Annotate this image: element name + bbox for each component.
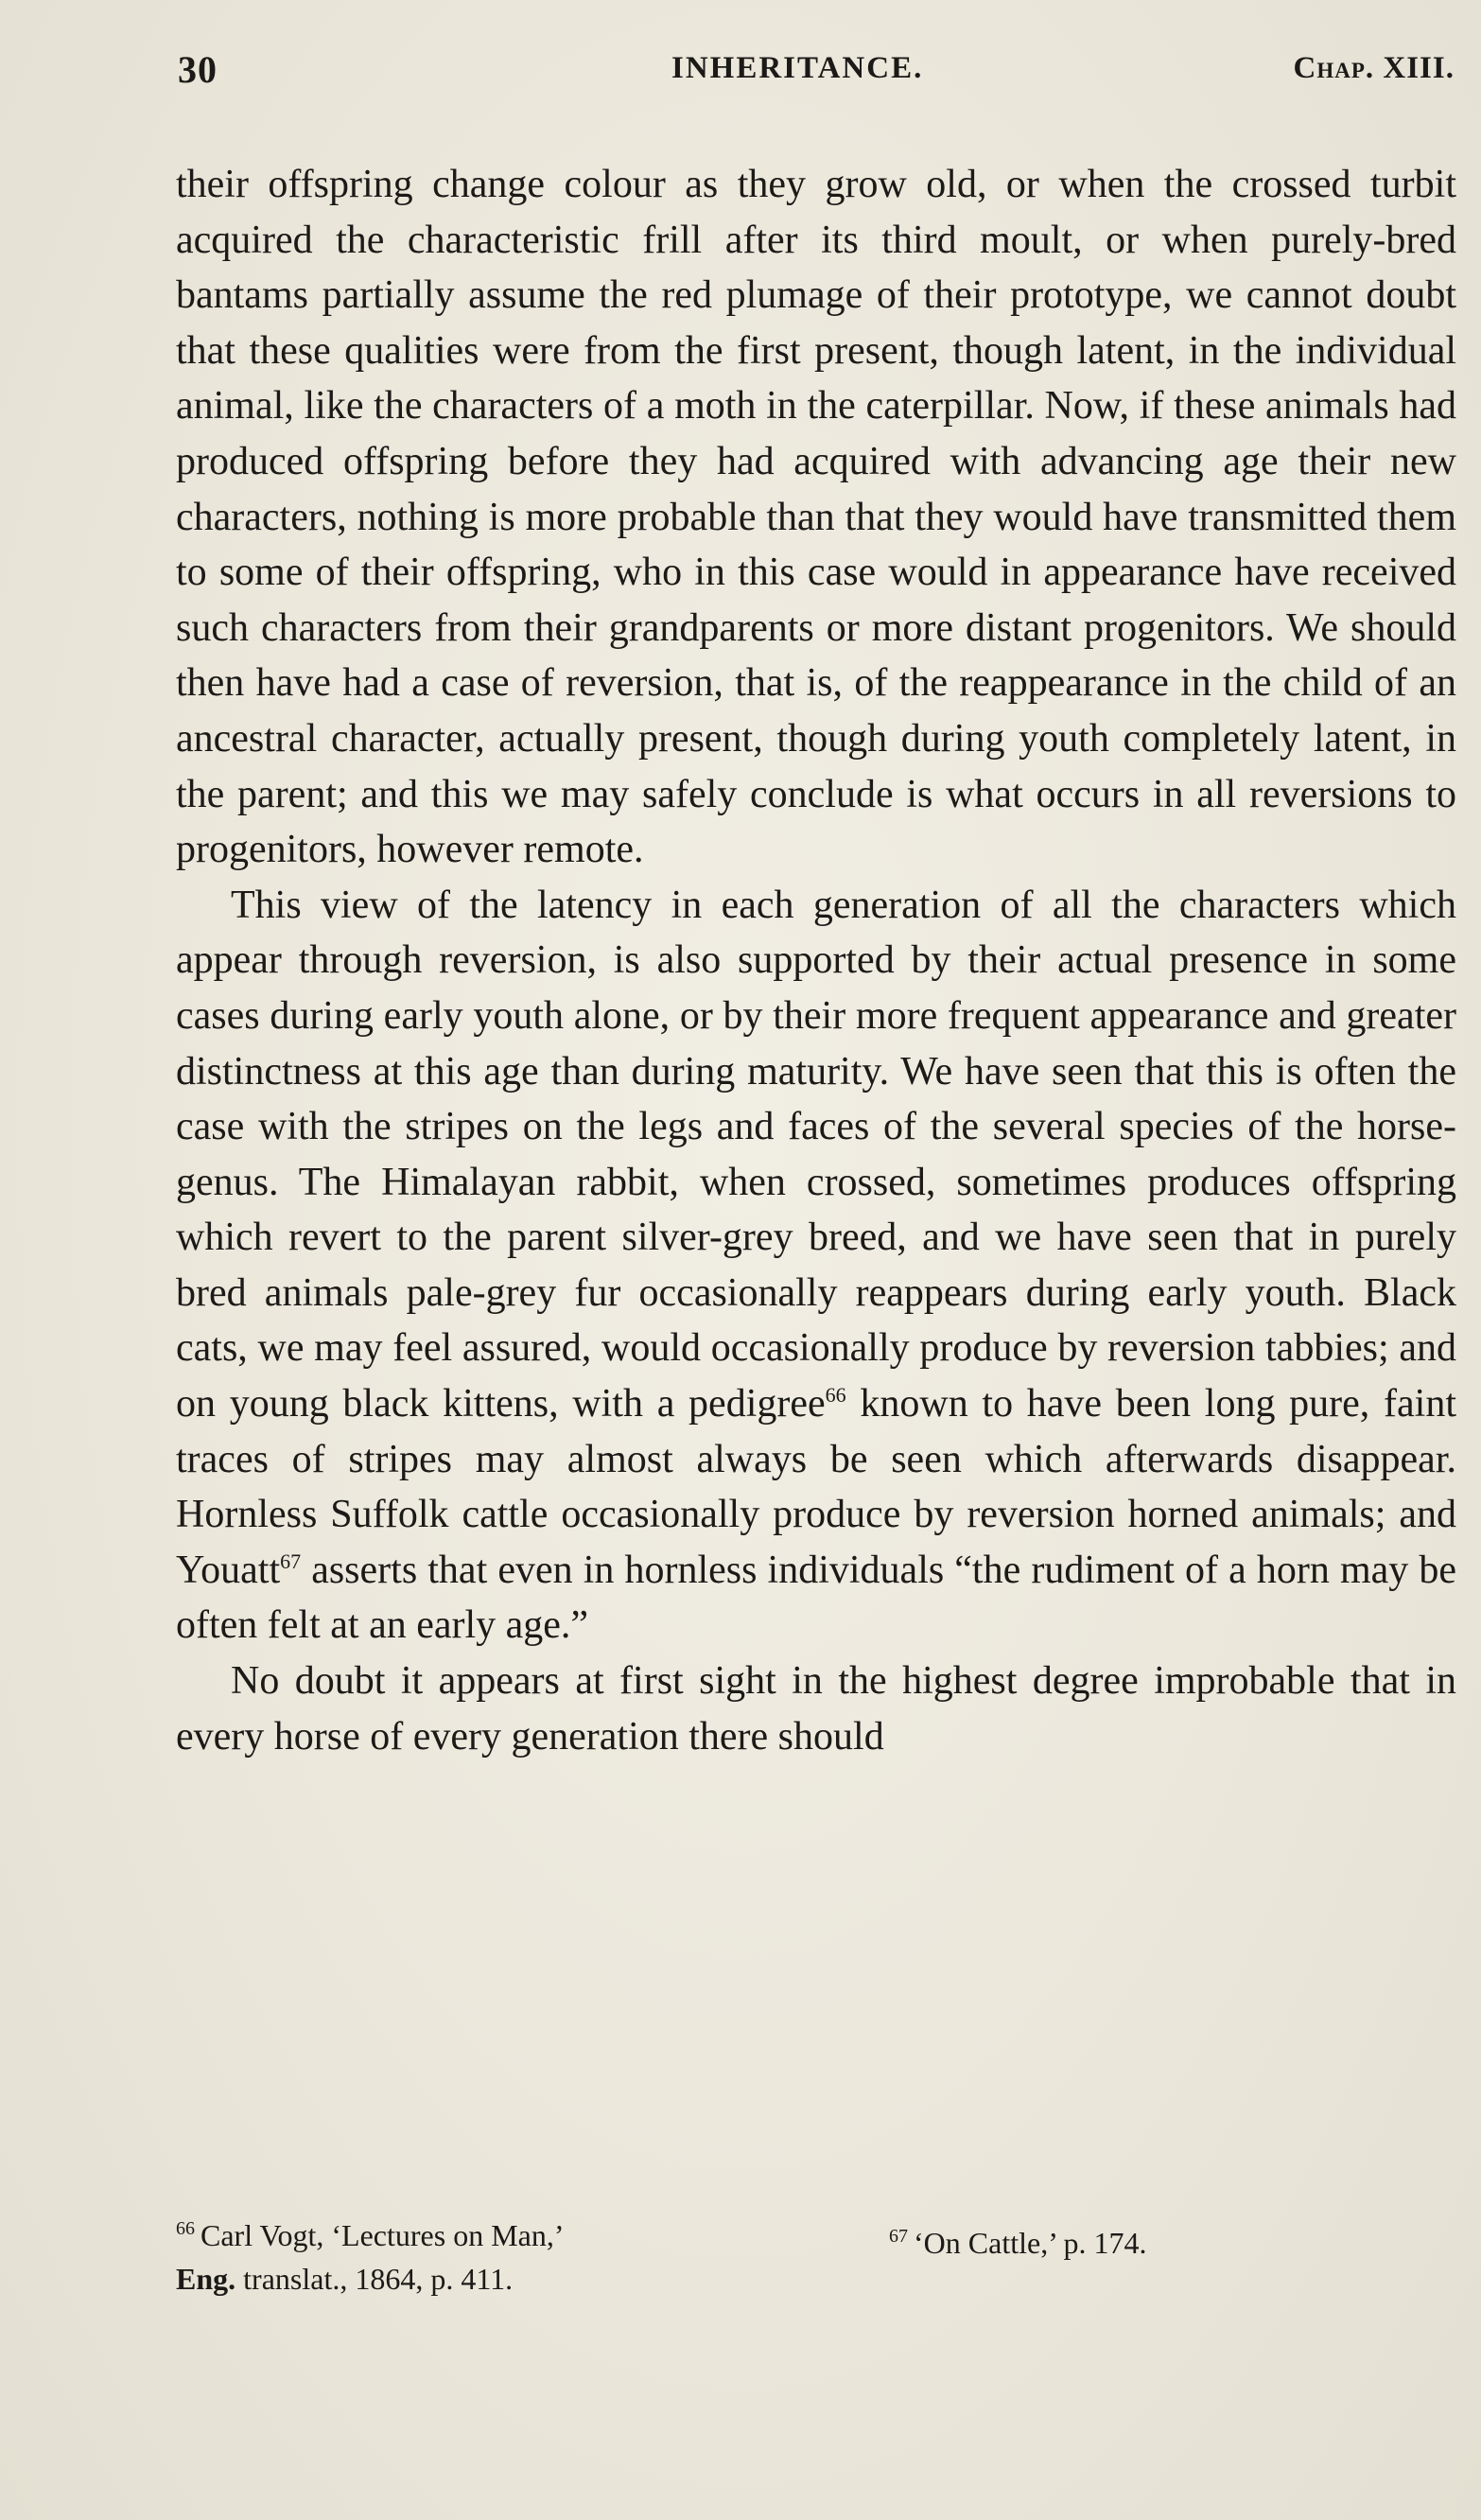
footnote-66-mark: 66 [176,2218,195,2240]
paragraph-2 [176,878,1456,1654]
footnote-67-citation: ‘On Cattle,’ p. 174. [914,2226,1147,2260]
paragraph-3: No doubt it appears at first sight in the highest degree improbable that in every horse of every generation there should [176,1659,1456,1759]
footnotes [176,2214,1456,2327]
running-title: INHERITANCE. [671,51,924,85]
footnote-66-line-2 [176,2257,914,2301]
paragraph-2-text-a: This view of the latency in each generation of all the characters which appear through reversion, is also supported by their actual presence in some cases during early youth alone, or by their more frequent appearance and greater distinctness at this age than during maturity. We have seen that this is often the case with the stripes on the legs and faces of the several species of the horse-genus. The Himalayan rabbit, when crossed, sometimes produces offspring which revert to the parent silver-grey breed, and we have seen that in purely bred animals pale-grey fur occasionally reappears during early youth. Black cats, we may feel assured, would occasionally produce by reversion tabbies; and on young black kittens, with a pedigree [176,883,1456,1426]
footnote-66-abbr: Eng. [176,2262,236,2296]
paragraph-2-text-c: asserts that even in hornless individuals “the rudiment of a horn may be often felt at an early age.” [176,1548,1456,1648]
footnote-66-line-1 [176,2214,914,2257]
page-number: 30 [178,48,218,91]
footnote-67-line [889,2221,1456,2265]
footnote-67-mark: 67 [889,2226,908,2248]
footnote-67 [889,2221,1456,2265]
body-text [176,157,1456,1764]
footnote-ref-67[interactable]: 67 [280,1549,302,1573]
footnote-66-details: translat., 1864, p. 411. [235,2262,514,2296]
paragraph-1: their offspring change colour as they grow old, or when the crossed turbit acquired the characteristic frill after its third moult, or when purely-bred bantams partially assume the red plumage of their prototype, we cannot doubt that these qualities were from the first present, though latent, in the individual animal, like the characters of a moth in the caterpillar. Now, if these animals had produced offspring before they had acquired with advancing age their new characters, nothing is more probable than that they would have transmitted them to some of their offspring, who in this case would in appearance have received such characters from their grandparents or more distant progenitors. We should then have had a case of reversion, that is, of the reappearance in the child of an ancestral character, actually present, though during youth completely latent, in the parent; and this we may safely conclude is what occurs in all reversions to progenitors, however remote. [176,163,1456,872]
running-head [178,47,1455,104]
footnote-66-citation: Carl Vogt, ‘Lectures on Man,’ [200,2218,565,2252]
footnote-ref-66[interactable]: 66 [825,1383,846,1408]
paragraph-2-text-b: known to have been long pure, faint traces of stripes may almost always be seen which afterwards disappear. Hornless Suffolk cattle occasionally produce by reversion horned animals; and Youatt [176,1382,1456,1592]
footnote-66 [176,2214,914,2301]
chapter-reference: Chap. XIII. [1293,51,1455,85]
